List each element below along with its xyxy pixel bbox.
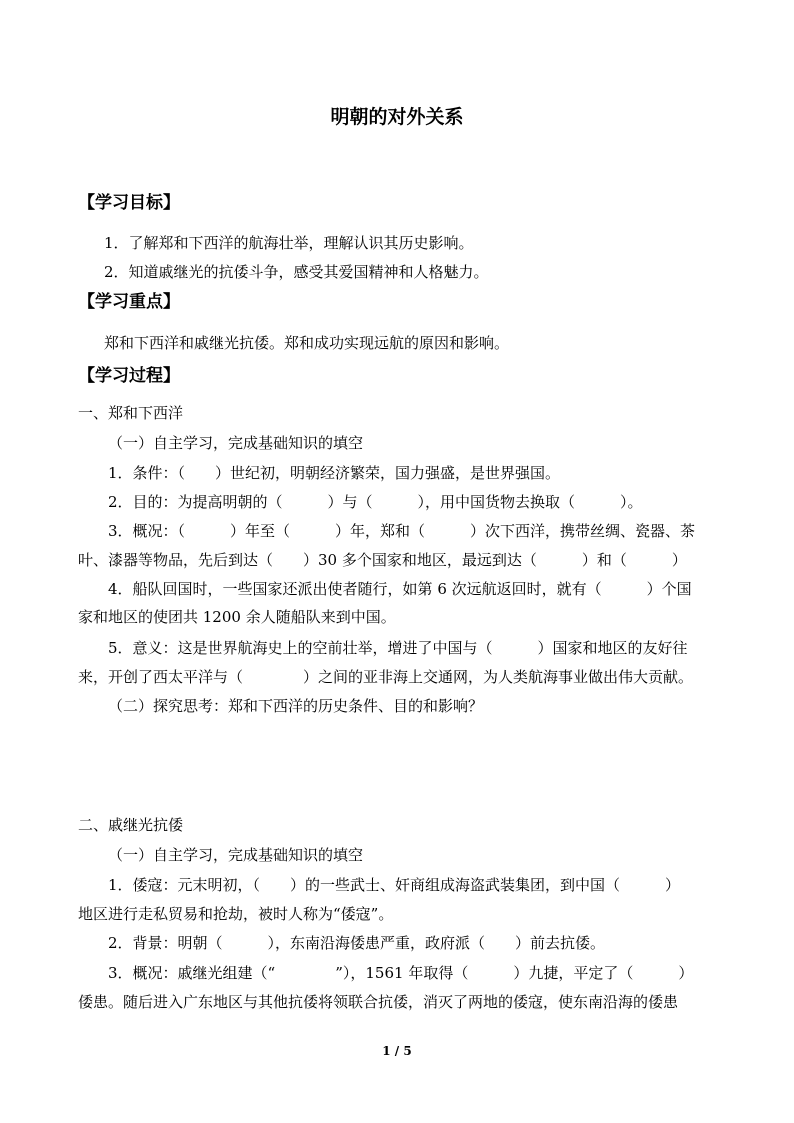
part1-item: 3．概况：（ ）年至（ ）年，郑和（ ）次下西洋，携带丝绸、瓷器、茶	[108, 522, 696, 540]
key-heading: 【学习重点】	[78, 292, 180, 312]
part1-item: 1．条件：（ ）世纪初，明朝经济繁荣，国力强盛，是世界强国。	[108, 464, 561, 482]
page-number: 1 / 5	[382, 1044, 412, 1058]
process-heading: 【学习过程】	[78, 366, 180, 386]
part2-item-continued: 地区进行走私贸易和抢劫，被时人称为“倭寇”。	[78, 905, 394, 923]
goals-heading: 【学习目标】	[78, 193, 180, 213]
part1-item-continued: 家和地区的使团共 1200 余人随船队来到中国。	[78, 608, 396, 626]
part1-heading: 一、郑和下西洋	[78, 404, 184, 422]
part2-item-continued: 倭患。随后进入广东地区与其他抗倭将领联合抗倭，消灭了两地的倭寇，使东南沿海的倭患	[78, 993, 679, 1011]
part1-subheading: （一）自主学习，完成基础知识的填空	[108, 434, 364, 452]
part1-item-continued: 来，开创了西太平洋与（ ）之间的亚非海上交通网，为人类航海事业做出伟大贡献。	[78, 668, 694, 686]
part2-item: 1．倭寇：元末明初，（ ）的一些武士、奸商组成海盗武装集团，到中国（ ）	[108, 876, 681, 894]
goal-item: 2．知道戚继光的抗倭斗争，感受其爱国精神和人格魅力。	[104, 263, 489, 281]
part1-subheading: （二）探究思考：郑和下西洋的历史条件、目的和影响？	[108, 697, 484, 715]
part1-item: 2．目的：为提高明朝的（ ）与（ ），用中国货物去换取（ ）。	[108, 493, 643, 511]
key-text: 郑和下西洋和戚继光抗倭。郑和成功实现远航的原因和影响。	[104, 334, 510, 352]
part2-subheading: （一）自主学习，完成基础知识的填空	[108, 846, 364, 864]
part2-heading: 二、戚继光抗倭	[78, 816, 184, 834]
part1-item: 5．意义：这是世界航海史上的空前壮举，增进了中国与（ ）国家和地区的友好往	[108, 639, 688, 657]
page-title: 明朝的对外关系	[330, 106, 464, 128]
part2-item: 3．概况：戚继光组建（“ ”），1561 年取得（ ）九捷，平定了（ ）	[108, 964, 694, 982]
part2-item: 2．背景：明朝（ ），东南沿海倭患严重，政府派（ ）前去抗倭。	[108, 934, 606, 952]
goal-item: 1．了解郑和下西洋的航海壮举，理解认识其历史影响。	[104, 234, 474, 252]
part1-item: 4．船队回国时，一些国家还派出使者随行，如第 6 次远航返回时，就有（ ）个国	[108, 580, 692, 598]
part1-item-continued: 叶、漆器等物品，先后到达（ ）30 多个国家和地区，最远到达（ ）和（ ）	[78, 551, 687, 569]
